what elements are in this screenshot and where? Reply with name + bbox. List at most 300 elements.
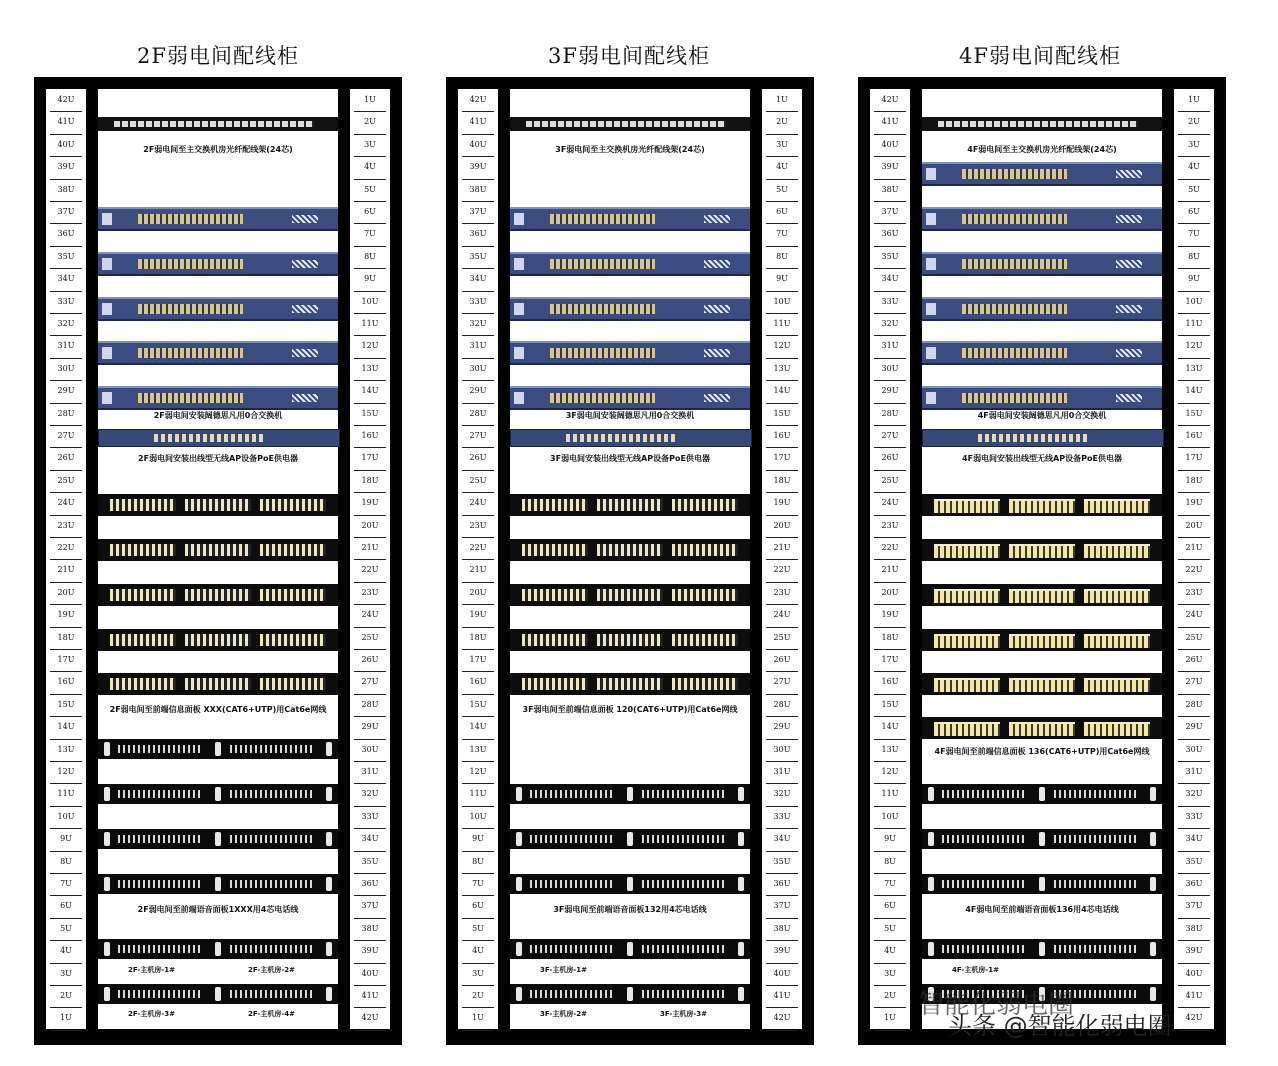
u-label: 42U: [50, 89, 82, 112]
panel-clip: [627, 942, 633, 956]
u-label: 30U: [1178, 739, 1210, 762]
u-label: 14U: [50, 716, 82, 739]
port-block: [1009, 499, 1075, 513]
u-label: 31U: [50, 335, 82, 358]
watermark-text: 头条 @智能化弱电圈: [948, 1012, 1172, 1040]
switch-logo: [514, 258, 524, 270]
u-label: 31U: [462, 335, 494, 358]
u-rail-right: [762, 89, 802, 1029]
u-label: 21U: [462, 559, 494, 582]
u-label: 29U: [50, 380, 82, 403]
port-block: [1009, 722, 1075, 736]
u-label: 4U: [874, 940, 906, 963]
port-block: [260, 589, 326, 601]
u-label: 25U: [462, 470, 494, 493]
u-label: 4U: [354, 156, 386, 179]
u-label: 17U: [354, 447, 386, 470]
patch-label: 4F弱电间至前端信息面板 136(CAT6+UTP)用Cat6e网线: [934, 747, 1150, 756]
port-block: [522, 544, 588, 556]
u-label: 28U: [354, 694, 386, 717]
switch-logo: [102, 347, 112, 359]
u-label: 31U: [766, 761, 798, 784]
data-patch-panel: [98, 539, 338, 561]
u-label: 6U: [50, 895, 82, 918]
u-label: 33U: [874, 291, 906, 314]
network-switch: [98, 341, 338, 365]
u-label: 33U: [50, 291, 82, 314]
data-patch-panel: [922, 584, 1162, 606]
panel-clip: [104, 787, 110, 801]
u-label: 31U: [1178, 761, 1210, 784]
u-label: 1U: [874, 1007, 906, 1030]
switch-logo: [514, 347, 524, 359]
panel-sub-label: 3F-主机房-1#: [540, 966, 587, 974]
u-label: 6U: [462, 895, 494, 918]
network-switch: [98, 252, 338, 276]
voice-patch-panel: [98, 784, 338, 804]
port-block: [597, 634, 663, 646]
port-block: [230, 945, 312, 953]
u-label: 41U: [354, 985, 386, 1008]
port-block: [118, 945, 200, 953]
switch-brand-mark: [704, 215, 730, 223]
port-block: [530, 990, 612, 998]
u-label: 14U: [874, 716, 906, 739]
voice-patch-panel: [98, 829, 338, 849]
data-patch-panel: [98, 494, 338, 516]
u-label: 13U: [874, 739, 906, 762]
u-label: 29U: [766, 716, 798, 739]
port-block: [942, 945, 1024, 953]
voice-patch-panel: [510, 874, 750, 894]
panel-clip: [1039, 942, 1045, 956]
port-block: [1084, 678, 1150, 692]
u-label: 13U: [1178, 358, 1210, 381]
panel-sub-label: 3F-主机房-2#: [540, 1010, 587, 1018]
u-label: 23U: [462, 515, 494, 538]
u-label: 19U: [462, 604, 494, 627]
panel-clip: [1150, 942, 1156, 956]
u-label: 25U: [874, 470, 906, 493]
u-label: 22U: [354, 559, 386, 582]
port-block: [934, 722, 1000, 736]
voice-patch-panel: [510, 939, 750, 959]
network-switch: [510, 386, 750, 410]
u-label: 7U: [50, 873, 82, 896]
switch-brand-mark: [704, 260, 730, 268]
switch-logo: [926, 303, 936, 315]
switch-ports: [550, 393, 655, 403]
u-label: 30U: [462, 358, 494, 381]
u-label: 18U: [874, 627, 906, 650]
port-block: [942, 835, 1024, 843]
u-label: 11U: [462, 783, 494, 806]
u-label: 32U: [766, 783, 798, 806]
switch-ports: [962, 169, 1067, 179]
switch-ports: [138, 259, 243, 269]
u-label: 6U: [354, 201, 386, 224]
u-label: 10U: [50, 806, 82, 829]
u-label: 28U: [50, 403, 82, 426]
u-label: 24U: [874, 492, 906, 515]
panel-clip: [738, 877, 744, 891]
u-label: 1U: [766, 89, 798, 112]
port-block: [230, 745, 312, 753]
u-label: 39U: [766, 940, 798, 963]
u-label: 10U: [462, 806, 494, 829]
port-block: [672, 678, 738, 690]
u-label: 41U: [50, 111, 82, 134]
u-label: 8U: [1178, 246, 1210, 269]
network-switch: [922, 386, 1162, 410]
u-label: 3U: [462, 963, 494, 986]
port-block: [642, 990, 724, 998]
u-label: 35U: [354, 851, 386, 874]
port-block: [260, 499, 326, 511]
port-block: [1084, 499, 1150, 513]
switch-ports: [138, 348, 243, 358]
u-label: 22U: [50, 537, 82, 560]
data-patch-panel: [922, 629, 1162, 651]
panel-clip: [928, 877, 934, 891]
u-label: 6U: [874, 895, 906, 918]
u-label: 23U: [766, 582, 798, 605]
data-patch-panel: [510, 539, 750, 561]
u-label: 7U: [766, 223, 798, 246]
port-block: [230, 880, 312, 888]
port-block: [1054, 790, 1136, 798]
port-block: [934, 589, 1000, 603]
poe-ports: [566, 434, 676, 442]
u-label: 41U: [766, 985, 798, 1008]
u-label: 38U: [874, 179, 906, 202]
u-label: 4U: [1178, 156, 1210, 179]
port-block: [1054, 945, 1136, 953]
port-block: [1009, 678, 1075, 692]
u-label: 16U: [766, 425, 798, 448]
port-block: [230, 835, 312, 843]
panel-clip: [1150, 832, 1156, 846]
u-label: 30U: [766, 739, 798, 762]
u-label: 42U: [1178, 1007, 1210, 1030]
u-label: 15U: [50, 694, 82, 717]
u-label: 20U: [1178, 515, 1210, 538]
u-label: 40U: [874, 134, 906, 157]
u-label: 40U: [50, 134, 82, 157]
panel-sub-label: 3F-主机房-3#: [660, 1010, 707, 1018]
u-label: 21U: [1178, 537, 1210, 560]
data-patch-panel: [922, 673, 1162, 695]
fiber-label: 4F弱电间至主交换机房光纤配线架(24芯): [967, 145, 1117, 154]
u-label: 7U: [874, 873, 906, 896]
port-block: [118, 790, 200, 798]
u-label: 27U: [462, 425, 494, 448]
port-block: [934, 634, 1000, 648]
poe-label: 3F弱电间安装出线型无线AP设备PoE供电器: [550, 454, 710, 463]
data-patch-panel: [510, 584, 750, 606]
switch-ports: [550, 304, 655, 314]
u-label: 32U: [874, 313, 906, 336]
u-label: 35U: [874, 246, 906, 269]
u-label: 10U: [354, 291, 386, 314]
rack-cabinet: [34, 77, 402, 1045]
panel-clip: [215, 942, 221, 956]
network-switch: [98, 386, 338, 410]
u-label: 28U: [462, 403, 494, 426]
fiber-patch-panel: [922, 117, 1162, 131]
network-switch: [922, 162, 1162, 186]
u-label: 16U: [874, 671, 906, 694]
u-label: 26U: [874, 447, 906, 470]
u-label: 19U: [874, 604, 906, 627]
switch-ports: [962, 348, 1067, 358]
panel-clip: [738, 942, 744, 956]
u-label: 5U: [874, 918, 906, 941]
panel-clip: [215, 877, 221, 891]
u-label: 26U: [1178, 649, 1210, 672]
switch-logo: [102, 392, 112, 404]
panel-sub-label: 4F-主机房-1#: [952, 966, 999, 974]
data-patch-panel: [98, 584, 338, 606]
data-patch-panel: [922, 539, 1162, 561]
poe-label: 4F弱电间安装出线型无线AP设备PoE供电器: [962, 454, 1122, 463]
u-label: 27U: [50, 425, 82, 448]
port-block: [522, 499, 588, 511]
u-label: 12U: [354, 335, 386, 358]
u-label: 40U: [1178, 963, 1210, 986]
u-label: 34U: [462, 268, 494, 291]
poe-ports: [154, 434, 264, 442]
u-label: 9U: [354, 268, 386, 291]
data-patch-panel: [510, 629, 750, 651]
voice-patch-panel: [510, 984, 750, 1004]
u-label: 37U: [874, 201, 906, 224]
u-label: 35U: [1178, 851, 1210, 874]
u-label: 4U: [462, 940, 494, 963]
u-label: 20U: [354, 515, 386, 538]
u-label: 11U: [50, 783, 82, 806]
u-label: 26U: [766, 649, 798, 672]
u-label: 20U: [50, 582, 82, 605]
u-label: 14U: [354, 380, 386, 403]
switch-ports: [138, 214, 243, 224]
switch-brand-mark: [1116, 349, 1142, 357]
port-block: [110, 499, 176, 511]
panel-sub-label: 2F-主机房-1#: [128, 966, 175, 974]
u-label: 26U: [354, 649, 386, 672]
u-label: 16U: [462, 671, 494, 694]
panel-clip: [1039, 787, 1045, 801]
data-patch-panel: [922, 717, 1162, 739]
u-label: 10U: [874, 806, 906, 829]
network-switch: [922, 207, 1162, 231]
u-label: 40U: [766, 963, 798, 986]
u-rail-right: [1174, 89, 1214, 1029]
switch-logo: [102, 213, 112, 225]
poe-ports: [978, 434, 1088, 442]
u-label: 39U: [874, 156, 906, 179]
u-label: 33U: [462, 291, 494, 314]
port-block: [642, 880, 724, 888]
u-label: 11U: [354, 313, 386, 336]
u-label: 12U: [50, 761, 82, 784]
u-label: 25U: [1178, 627, 1210, 650]
panel-clip: [627, 787, 633, 801]
panel-clip: [326, 832, 332, 846]
u-label: 9U: [874, 828, 906, 851]
panel-clip: [738, 832, 744, 846]
u-label: 38U: [462, 179, 494, 202]
u-rail-left: [46, 89, 86, 1029]
u-label: 42U: [462, 89, 494, 112]
u-label: 37U: [1178, 895, 1210, 918]
port-block: [230, 790, 312, 798]
u-label: 30U: [354, 739, 386, 762]
switch-ports: [550, 214, 655, 224]
u-label: 21U: [874, 559, 906, 582]
port-block: [642, 790, 724, 798]
u-label: 12U: [766, 335, 798, 358]
switch-logo: [926, 258, 936, 270]
port-block: [260, 634, 326, 646]
equipment-bay: [922, 89, 1162, 1029]
u-label: 22U: [874, 537, 906, 560]
u-label: 41U: [1178, 985, 1210, 1008]
u-rail-left: [458, 89, 498, 1029]
u-label: 3U: [1178, 134, 1210, 157]
u-label: 28U: [766, 694, 798, 717]
port-block: [185, 589, 251, 601]
u-label: 16U: [50, 671, 82, 694]
panel-clip: [1150, 987, 1156, 1001]
u-label: 37U: [50, 201, 82, 224]
port-block: [110, 634, 176, 646]
u-label: 24U: [354, 604, 386, 627]
u-label: 22U: [462, 537, 494, 560]
u-label: 26U: [462, 447, 494, 470]
switch-ports: [550, 348, 655, 358]
u-label: 40U: [354, 963, 386, 986]
u-label: 23U: [1178, 582, 1210, 605]
u-label: 14U: [1178, 380, 1210, 403]
switch-logo: [514, 392, 524, 404]
port-block: [597, 589, 663, 601]
cabinet-title: 4F弱电间配线柜: [959, 44, 1121, 68]
u-label: 35U: [766, 851, 798, 874]
u-label: 29U: [462, 380, 494, 403]
voice-patch-panel: [98, 939, 338, 959]
port-block: [185, 499, 251, 511]
switch-ports: [962, 214, 1067, 224]
data-patch-panel: [510, 494, 750, 516]
u-label: 2U: [354, 111, 386, 134]
port-block: [110, 678, 176, 690]
voice-patch-panel: [98, 739, 338, 759]
switch-brand-mark: [292, 260, 318, 268]
u-label: 3U: [766, 134, 798, 157]
switch-brand-mark: [1116, 170, 1142, 178]
u-label: 11U: [766, 313, 798, 336]
u-label: 30U: [874, 358, 906, 381]
u-label: 40U: [462, 134, 494, 157]
u-label: 5U: [1178, 179, 1210, 202]
u-label: 10U: [766, 291, 798, 314]
voice-patch-panel: [922, 874, 1162, 894]
port-block: [260, 544, 326, 556]
u-label: 27U: [874, 425, 906, 448]
u-label: 31U: [874, 335, 906, 358]
port-block: [530, 790, 612, 798]
u-label: 39U: [50, 156, 82, 179]
switch-logo: [926, 392, 936, 404]
poe-injector: [98, 429, 340, 447]
u-label: 18U: [1178, 470, 1210, 493]
switch-logo: [926, 347, 936, 359]
panel-clip: [627, 987, 633, 1001]
port-block: [185, 544, 251, 556]
u-rail-left: [870, 89, 910, 1029]
port-block: [530, 880, 612, 888]
network-switch: [510, 252, 750, 276]
network-switch: [922, 297, 1162, 321]
u-label: 12U: [1178, 335, 1210, 358]
network-switch: [98, 297, 338, 321]
switch-brand-mark: [1116, 260, 1142, 268]
u-label: 24U: [50, 492, 82, 515]
u-label: 2U: [766, 111, 798, 134]
u-label: 22U: [766, 559, 798, 582]
u-label: 21U: [354, 537, 386, 560]
switch-logo: [514, 303, 524, 315]
u-label: 20U: [766, 515, 798, 538]
u-label: 9U: [50, 828, 82, 851]
watermark-logo: 智能化弱电圈: [918, 990, 1075, 1020]
network-switch: [510, 207, 750, 231]
poe-injector: [922, 429, 1164, 447]
switch-label: 2F弱电间安装阔德思凡用0合交换机: [153, 411, 283, 420]
u-label: 15U: [354, 403, 386, 426]
panel-clip: [215, 987, 221, 1001]
port-block: [672, 499, 738, 511]
port-block: [185, 634, 251, 646]
panel-clip: [738, 787, 744, 801]
port-block: [672, 589, 738, 601]
u-label: 13U: [462, 739, 494, 762]
u-label: 25U: [354, 627, 386, 650]
voice-label: 3F弱电间至前端语音面板132用4芯电话线: [553, 905, 707, 914]
u-label: 37U: [766, 895, 798, 918]
panel-clip: [1039, 877, 1045, 891]
panel-sub-label: 2F-主机房-2#: [248, 966, 295, 974]
switch-brand-mark: [704, 349, 730, 357]
network-switch: [510, 297, 750, 321]
port-block: [1009, 634, 1075, 648]
switch-brand-mark: [704, 305, 730, 313]
u-label: 15U: [462, 694, 494, 717]
u-label: 18U: [462, 627, 494, 650]
port-block: [110, 544, 176, 556]
u-label: 14U: [766, 380, 798, 403]
panel-clip: [627, 877, 633, 891]
u-label: 29U: [354, 716, 386, 739]
u-label: 39U: [354, 940, 386, 963]
u-label: 38U: [766, 918, 798, 941]
u-label: 5U: [462, 918, 494, 941]
u-label: 9U: [462, 828, 494, 851]
u-label: 32U: [354, 783, 386, 806]
u-label: 15U: [874, 694, 906, 717]
switch-brand-mark: [1116, 394, 1142, 402]
